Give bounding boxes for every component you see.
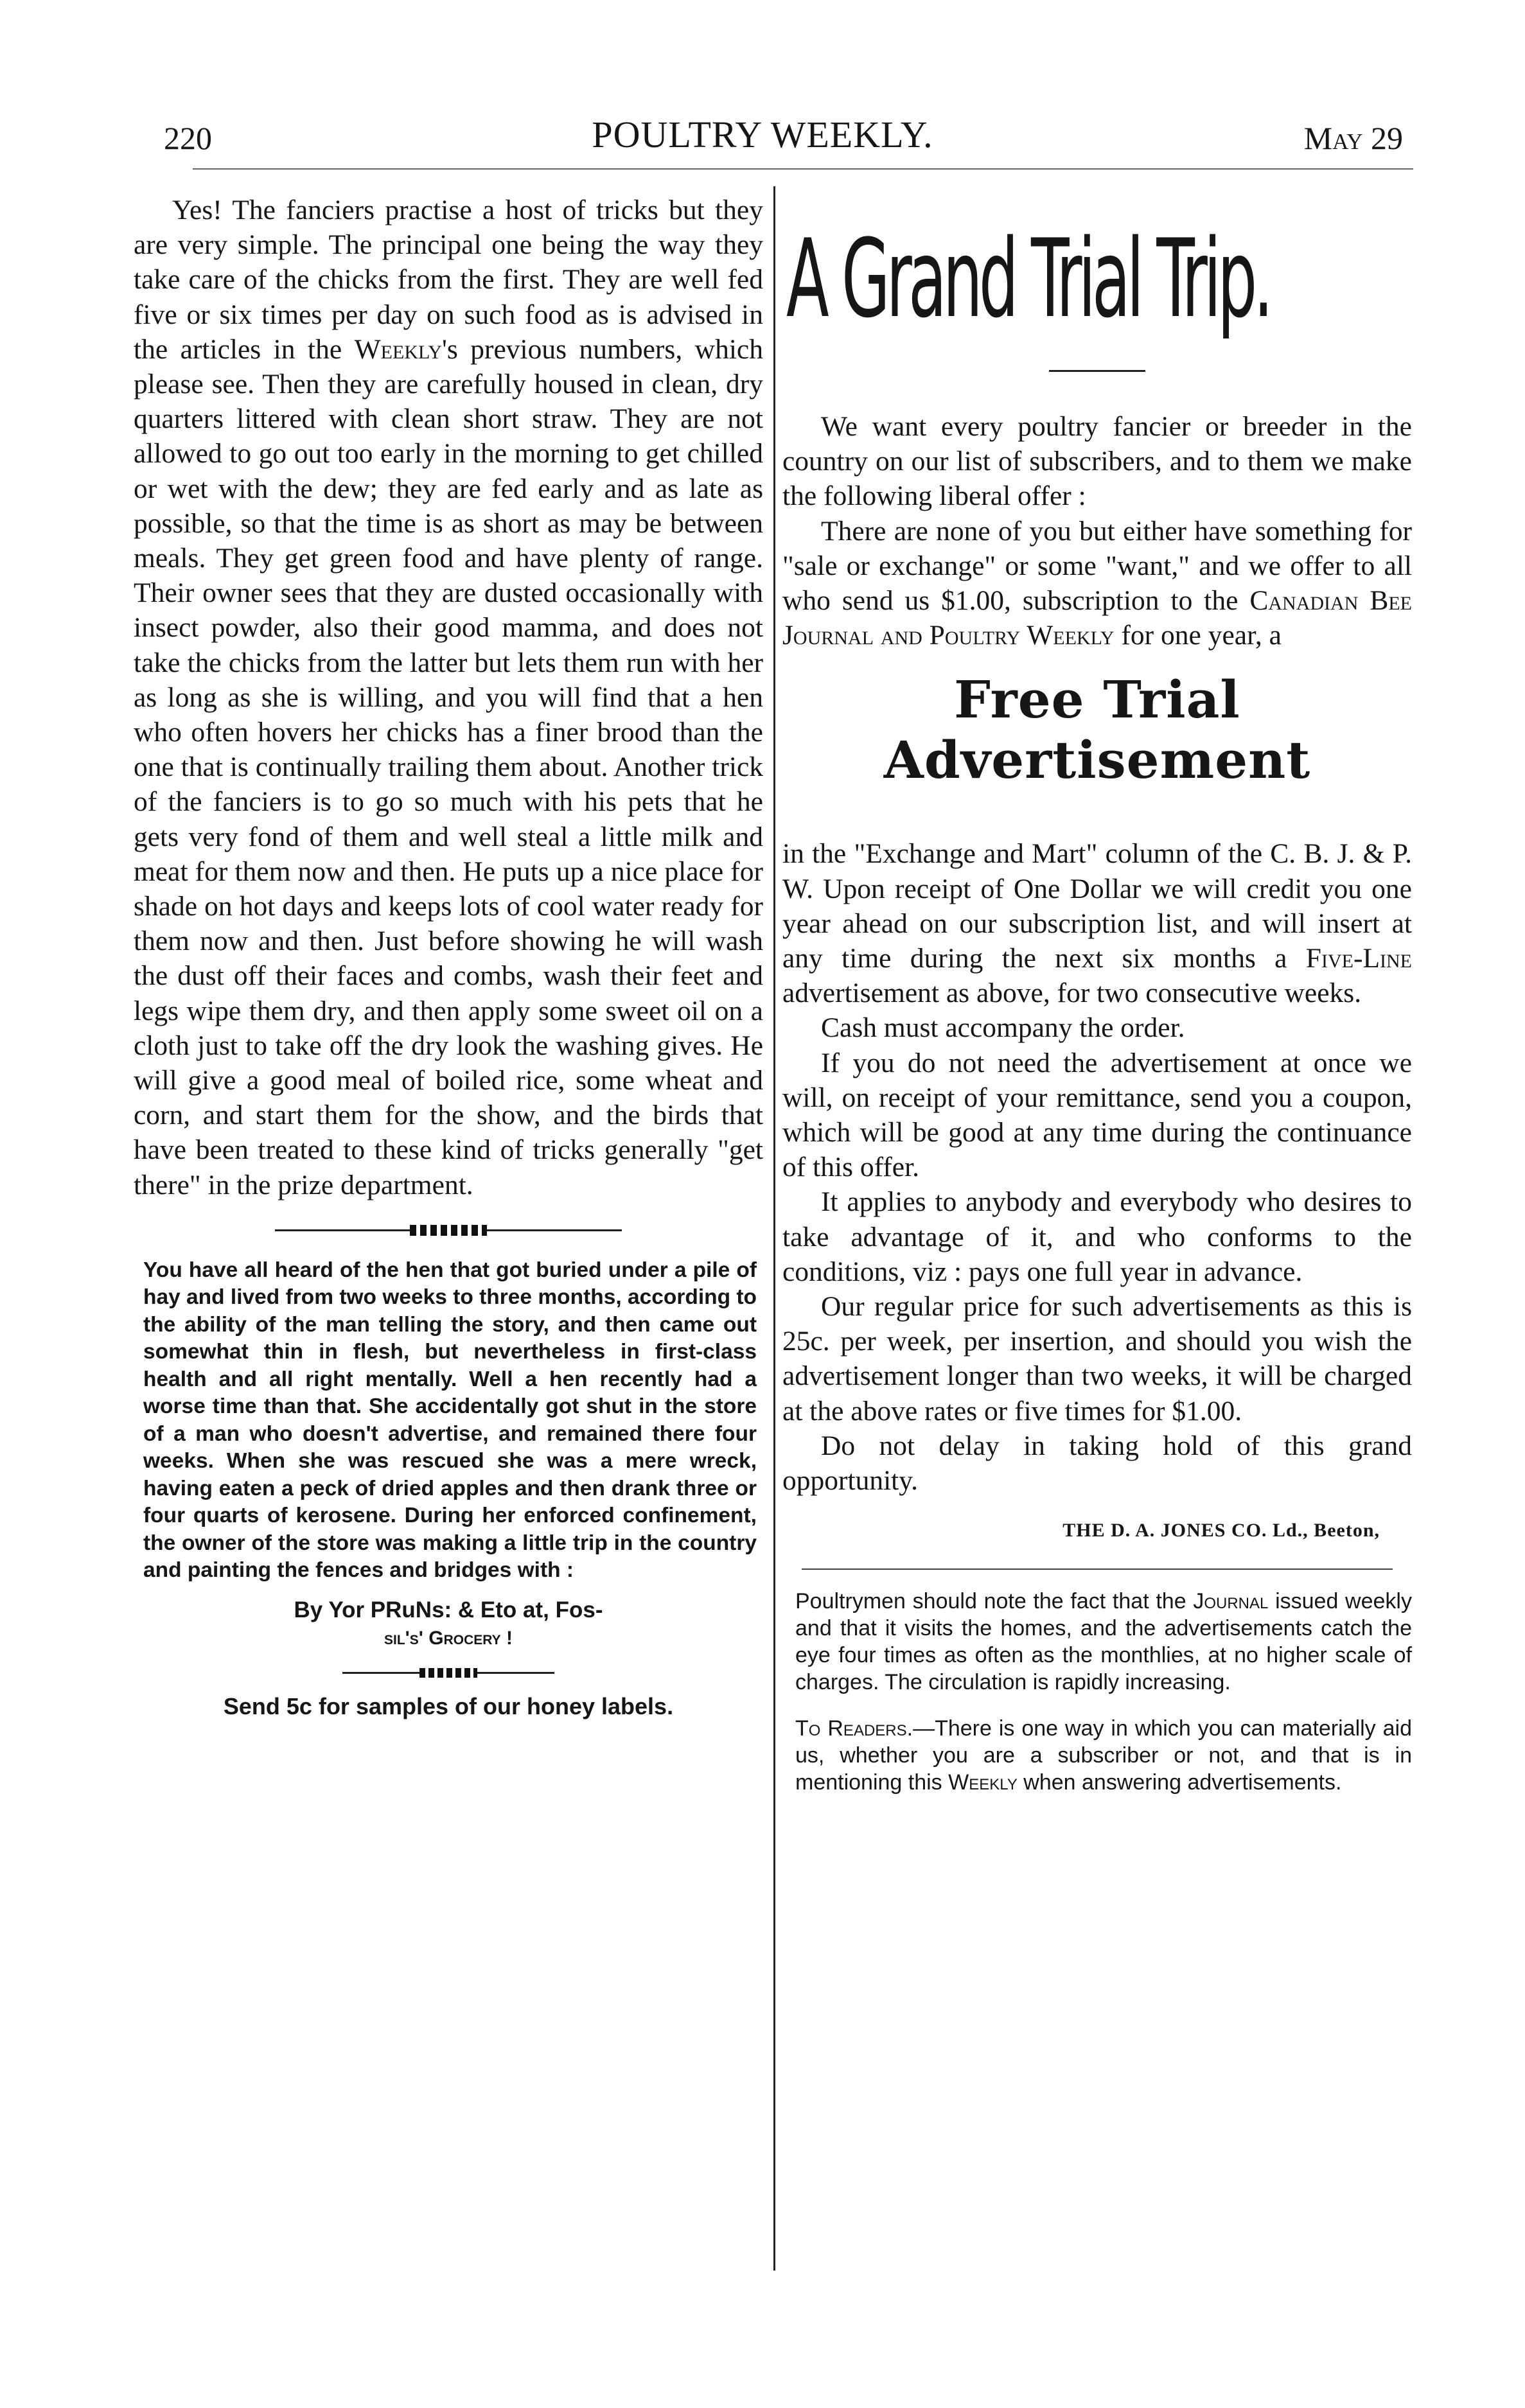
offer-paragraph-4: Cash must accompany the order. (821, 1012, 1185, 1044)
page-number: 220 (164, 120, 212, 156)
offer-paragraph-6: It applies to anybody and everybody who desires to take advantage of it, and who conforms to the conditions, viz : pays one full year in advance. (782, 1186, 1412, 1287)
readers-label: To Readers (795, 1716, 907, 1741)
signature (134, 1596, 763, 1653)
page-header (0, 108, 1525, 159)
header-rule (193, 168, 1413, 170)
weekly-term: Weekly (948, 1770, 1018, 1795)
fanciers-tricks-article (134, 193, 763, 1202)
left-column (134, 193, 763, 1720)
offer-paragraph-5: If you do not need the advertisement at once we will, on receipt of your remittance, send you a coupon, which will be good at any time during the continuance of this offer. (782, 1047, 1412, 1183)
note-text-part: Poultrymen should note the fact that the (795, 1589, 1194, 1614)
weekly-name: Weekly (354, 333, 442, 365)
article-text-part: Yes! The fanciers practise a host of tricks but they are very simple. The principal one being the way they take care of the chicks from the first. They are well fed five or six times per day on such food as is advised in the articles in the (134, 195, 763, 365)
five-line-term: Five-Line (1305, 943, 1412, 974)
issue-date: May 29 (1303, 120, 1403, 156)
thin-rule (802, 1569, 1393, 1570)
offer-paragraph-7: Our regular price for such advertisements as this is 25c. per week, per insertion, and should you wish the advertisement longer than two weeks, it will be charged at the above rates or five times for $1.00. (782, 1291, 1412, 1427)
right-column (782, 193, 1412, 1815)
offer-paragraph-3 (782, 836, 1412, 1010)
short-rule (1049, 370, 1145, 372)
offer-paragraph-1: We want every poultry fancier or breeder in the country on our list of subscribers, and to them we make the following liberal offer : (782, 411, 1412, 512)
offer-paragraph-8: Do not delay in taking hold of this grand opportunity. (782, 1430, 1412, 1497)
honey-labels-notice: Send 5c for samples of our honey labels. (223, 1692, 674, 1719)
offer-text-part: advertisement as above, for two consecutive weeks. (782, 978, 1362, 1009)
offer-text-part: for one year, a (1114, 620, 1282, 651)
column-divider (773, 186, 775, 2271)
journal-name: Canadian Bee Journal and Poultry Weekly (782, 585, 1412, 651)
note-text-part: issued weekly and that it visits the homes, and the advertisements catch the eye four times as often as the monthlies, at no higher scale of charges. The circulation is rapidly increasing. (795, 1589, 1412, 1695)
note-text-part: .—There is one way in which you can materially aid us, whether you are a subscriber or not, and that is in mentioning this (795, 1716, 1413, 1795)
signature-line-2: sil's' Grocery ! (383, 1627, 513, 1649)
ornamental-separator (342, 1672, 554, 1674)
offer-text-part: in the "Exchange and Mart" column of the C. B. J. & P. W. Upon receipt of One Dollar we will credit you one year ahead on our subscription list, and will insert at any time during the next six months a (782, 838, 1412, 974)
offer-paragraph-2 (782, 514, 1412, 653)
journal-term: Journal (1193, 1589, 1269, 1614)
note-text-part: when answering advertisements. (1017, 1770, 1342, 1795)
poultrymen-note (795, 1588, 1412, 1696)
ornamental-separator (275, 1229, 622, 1231)
offer-text-part: There are none of you but either have something for "sale or exchange" or some "want," and we offer to all who send us $1.00, subscription to the (782, 515, 1412, 617)
publication-title: POULTRY WEEKLY. (592, 114, 933, 155)
publisher-credit: THE D. A. JONES CO. Ld., Beeton, (1062, 1520, 1380, 1542)
signature-line-1: By Yor PRuNs: & Eto at, Fos- (294, 1597, 603, 1622)
free-trial-heading: Free Trial Advertisement (883, 669, 1311, 791)
article-text-part: 's previous numbers, which please see. Then they are carefully housed in clean, dry quarters littered with clean short straw. They are not allowed to go out too early in the morning to get chilled or wet with the dew; they are fed early and as late as possible, so that the time is as short as may be between meals. They get green food and have plenty of range. Their owner sees that they are dusted occasionally with insect powder, also their good mamma, and does not take the chicks from the latter but lets them run with her as long as she is willing, and you will find that a hen who often hovers her chicks has a finer brood than the one that is continually trailing them about. Another trick of the fanciers is to go so much with his pets that he gets very fond of them and well steal a little milk and meat for them now and then. He puts up a nice place for shade on hot days and keeps lots of cool water ready for them now and then. Just before showing he will wash the dust off their faces and combs, wash their feet and legs wipe them dry, and then apply some sweet oil on a cloth just to take off the dry look the washing gives. He will give a good meal of boiled rice, some wheat and corn, and start them for the show, and the birds that have been treated to these kind of tricks generally "get there" in the prize department. (134, 333, 763, 1200)
readers-note (795, 1715, 1412, 1796)
hen-story: You have all heard of the hen that got buried under a pile of hay and lived from two weeks to three months, according to the ability of the man telling the story, and then came out somewhat thin in flesh, but nevertheless in first-class health and all right mentally. Well a hen recently had a worse time than that. She accidentally got shut in the store of a man who doesn't advertise, and remained there four weeks. When she was rescued she was a mere wreck, having eaten a peck of dried apples and then drank three or four quarts of kerosene. During her enforced confinement, the owner of the store was making a little trip in the country and painting the fences and bridges with : (143, 1258, 757, 1583)
advert-headline: A Grand Trial Trip. (786, 216, 1270, 342)
